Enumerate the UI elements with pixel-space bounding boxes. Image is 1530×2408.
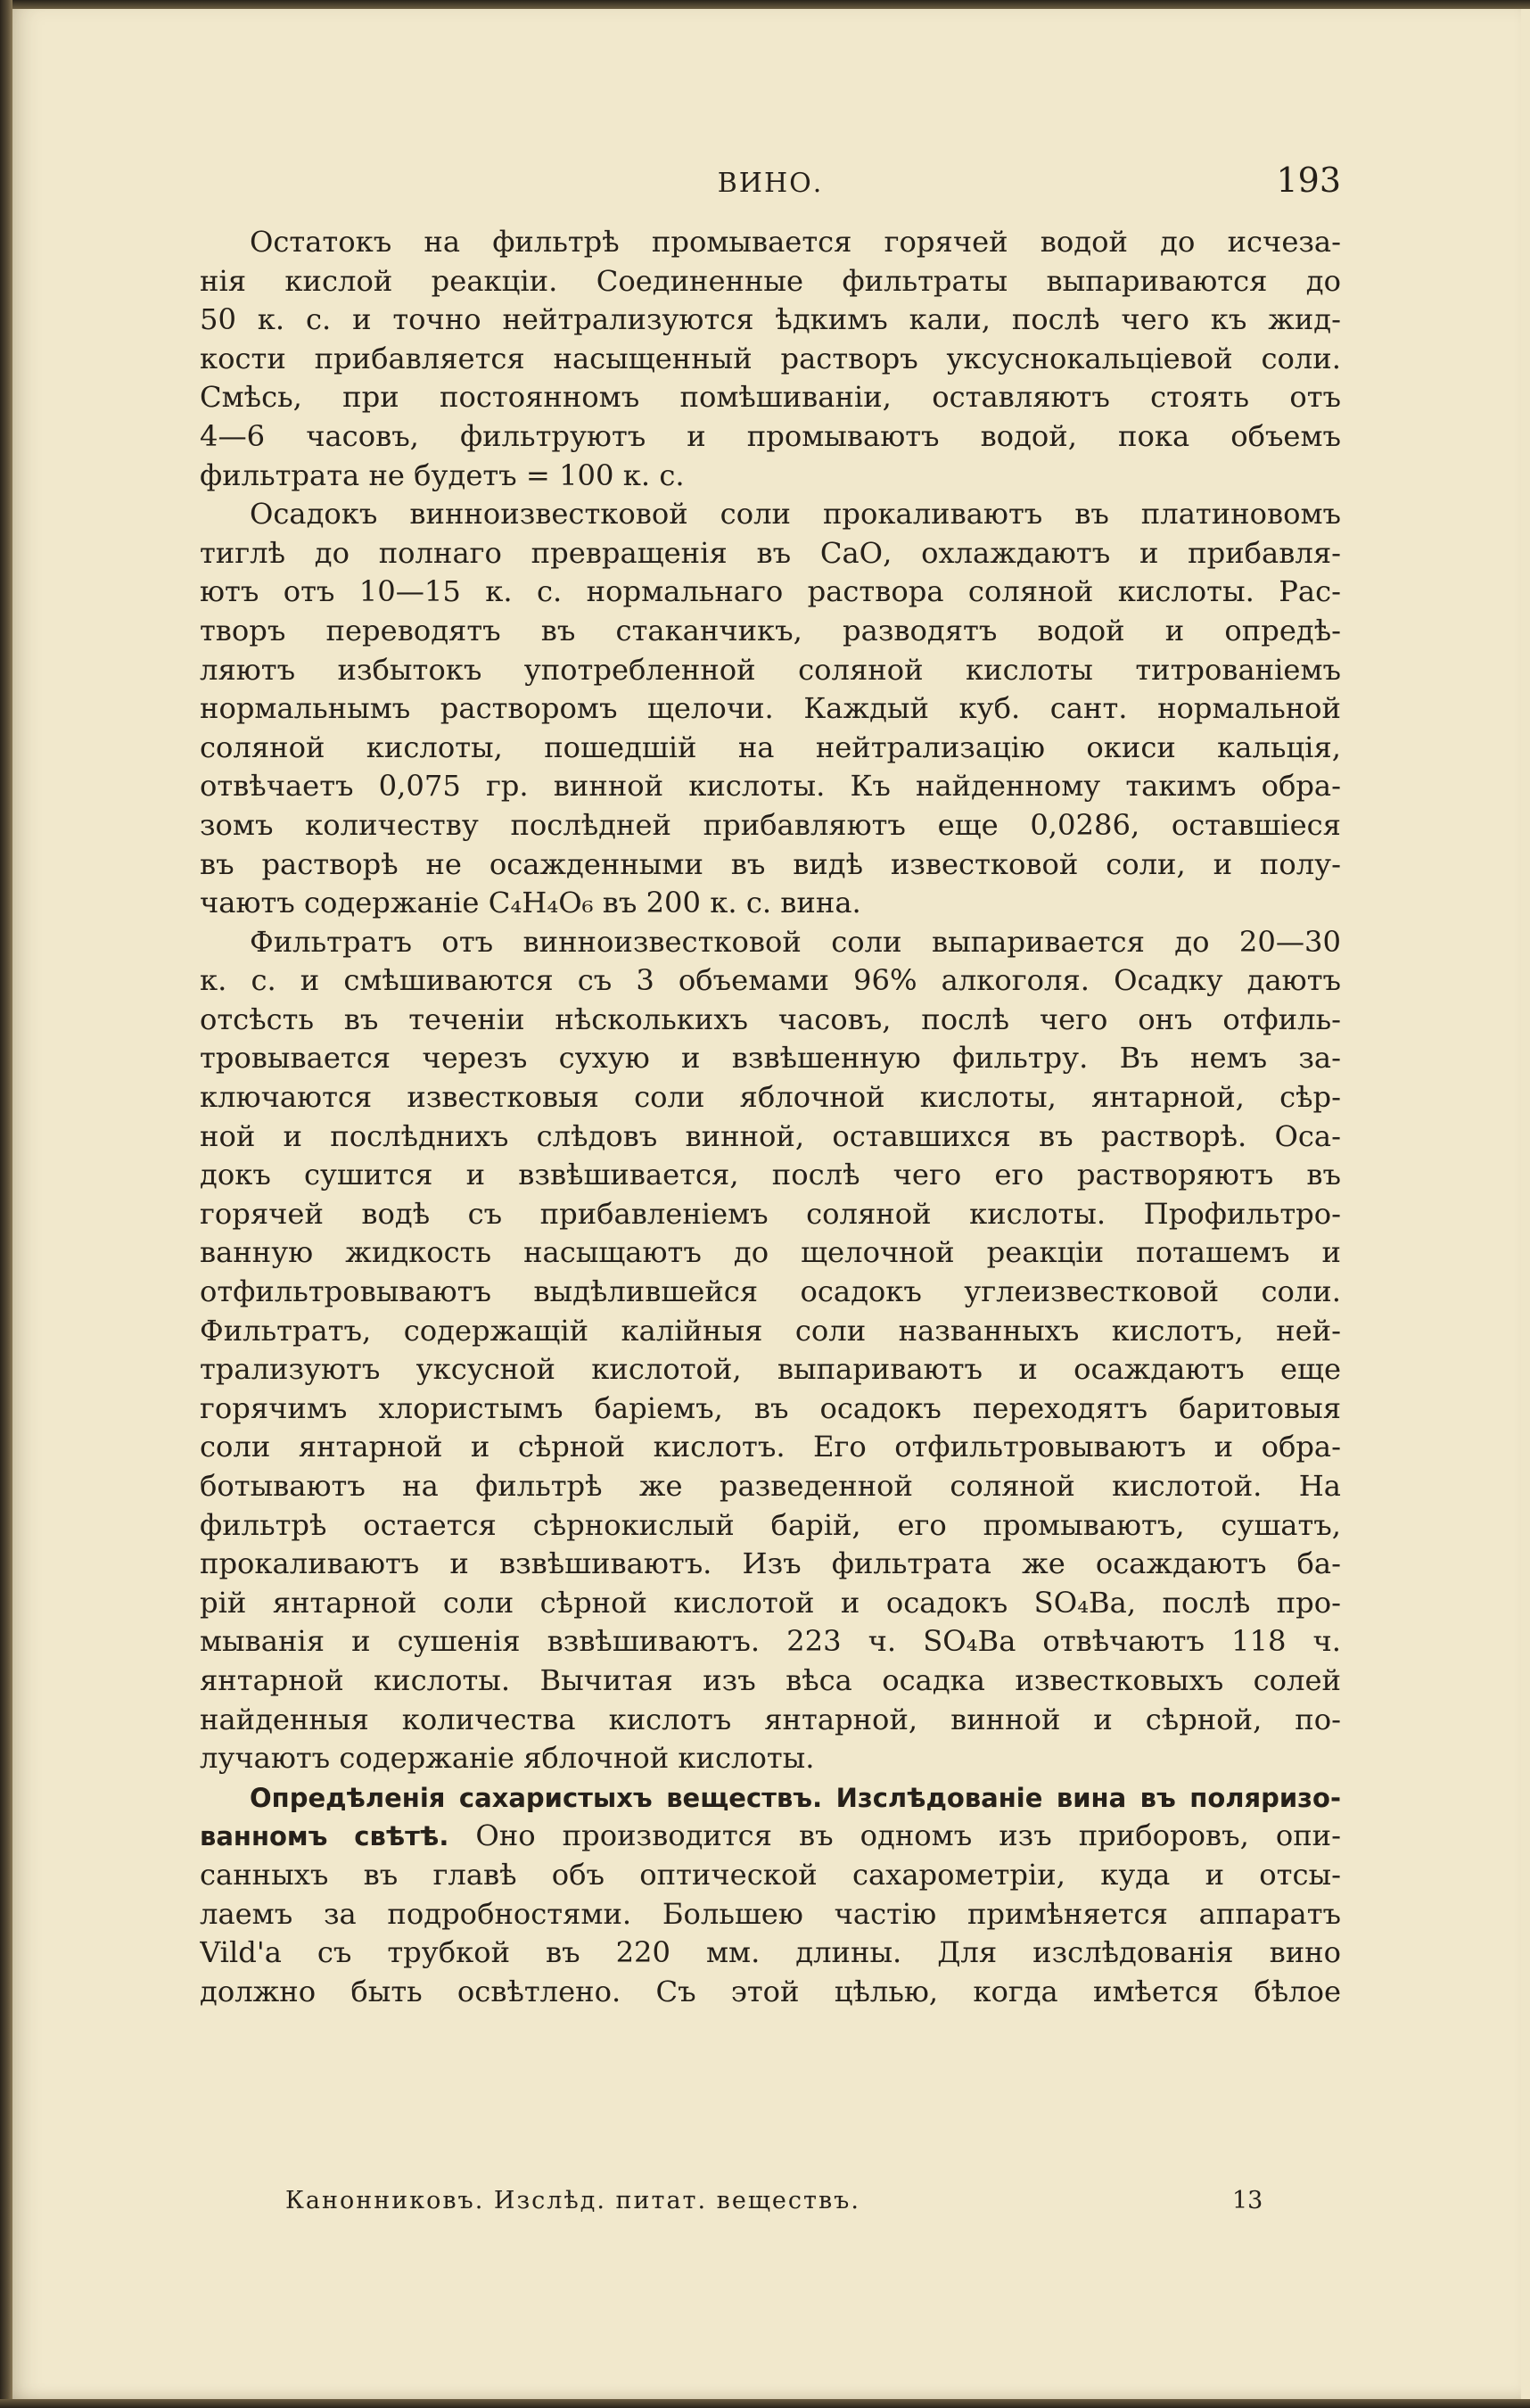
- text-line: фильтрата не будетъ = 100 к. с.: [200, 458, 685, 492]
- section-heading-bold-continued: ванномъ свѣтѣ.: [200, 1821, 449, 1852]
- text-line: рій янтарной соли сѣрной кислотой и осадокъ SO₄Ba, послѣ про-: [200, 1585, 1341, 1620]
- text-line: нія кислой реакціи. Соединенные фильтраты выпариваются до: [200, 263, 1341, 298]
- text-line: горячей водѣ съ прибавленіемъ соляной кислоты. Профильтро-: [200, 1196, 1341, 1231]
- text-line: лучаютъ содержаніе яблочной кислоты.: [200, 1741, 815, 1776]
- text-line: ляютъ избытокъ употребленной соляной кислоты титрованіемъ: [200, 652, 1341, 687]
- text-line: тровывается черезъ сухую и взвѣшенную фильтру. Въ немъ за-: [200, 1041, 1341, 1076]
- section-text-continued: Оно производится въ одномъ изъ приборовъ, опи-: [448, 1818, 1341, 1853]
- text-line: ванную жидкость насыщаютъ до щелочной реакціи поташемъ и: [200, 1235, 1341, 1270]
- text-line: соляной кислоты, пошедшій на нейтрализацію окиси кальція,: [200, 730, 1341, 764]
- text-line: кости прибавляется насыщенный растворъ уксуснокальціевой соли.: [200, 341, 1341, 375]
- section-heading-bold: Опредѣленія сахаристыхъ веществъ. Изслѣдованіе вина въ поляризо-: [250, 1782, 1341, 1813]
- section-determination-of-sugars: [200, 1778, 1341, 2012]
- paragraph: [200, 495, 1341, 923]
- text-line: ключаются известковыя соли яблочной кислоты, янтарной, сѣр-: [200, 1080, 1341, 1115]
- text-line: Фильтратъ отъ винноизвестковой соли выпаривается до 20—30: [250, 924, 1341, 959]
- text-line: отвѣчаетъ 0,075 гр. винной кислоты. Къ найденному такимъ обра-: [200, 769, 1341, 804]
- text-line: Фильтратъ, содержащій калійныя соли названныхъ кислотъ, ней-: [200, 1313, 1341, 1348]
- text-line: отсѣсть въ теченіи нѣсколькихъ часовъ, послѣ чего онъ отфиль-: [200, 1002, 1341, 1036]
- text-line: найденныя количества кислотъ янтарной, винной и сѣрной, по-: [200, 1702, 1341, 1736]
- text-line: ной и послѣднихъ слѣдовъ винной, оставшихся въ растворѣ. Оса-: [200, 1118, 1341, 1153]
- text-line: докъ сушится и взвѣшивается, послѣ чего его растворяютъ въ: [200, 1158, 1341, 1192]
- page-bottom-edge: [0, 2399, 1530, 2408]
- text-line: трализуютъ уксусной кислотой, выпариваютъ и осаждаютъ еще: [200, 1352, 1341, 1387]
- running-head-title: ВИНО.: [717, 168, 824, 199]
- section-heading-line: [200, 1817, 1341, 1856]
- text-line: прокаливаютъ и взвѣшиваютъ. Изъ фильтрата же осаждаютъ ба-: [200, 1546, 1341, 1581]
- text-line: зомъ количеству послѣдней прибавляютъ еще 0,0286, оставшіеся: [200, 807, 1341, 842]
- text-line: соли янтарной и сѣрной кислотъ. Его отфильтровываютъ и обра-: [200, 1430, 1341, 1464]
- text-line: янтарной кислоты. Вычитая изъ вѣса осадка известковыхъ солей: [200, 1662, 1341, 1697]
- page-top-edge: [0, 0, 1530, 9]
- paragraph: [200, 223, 1341, 495]
- text-line: мыванія и сушенія взвѣшиваютъ. 223 ч. SO₄Ba отвѣчаютъ 118 ч.: [200, 1624, 1341, 1659]
- text-line: отфильтровываютъ выдѣлившейся осадокъ углеизвестковой соли.: [200, 1274, 1341, 1309]
- text-line: 4—6 часовъ, фильтруютъ и промываютъ водой, пока объемъ: [200, 418, 1341, 453]
- text-line: Осадокъ винноизвестковой соли прокаливаютъ въ платиновомъ: [250, 497, 1341, 532]
- text-line: должно быть освѣтлено. Съ этой цѣлью, когда имѣется бѣлое: [200, 1974, 1341, 2008]
- text-line: тиглѣ до полнаго превращенія въ СаО, охлаждаютъ и прибавля-: [200, 535, 1341, 570]
- page-footer: [200, 2187, 1341, 2222]
- text-line: к. с. и смѣшиваются съ 3 объемами 96% алкоголя. Осадку даютъ: [200, 963, 1341, 998]
- text-line: санныхъ въ главѣ объ оптической сахарометріи, куда и отсы-: [200, 1857, 1341, 1892]
- text-line: ютъ отъ 10—15 к. с. нормальнаго раствора соляной кислоты. Рас-: [200, 574, 1341, 609]
- running-head: [200, 159, 1341, 203]
- text-line: горячимъ хлористымъ баріемъ, въ осадокъ переходятъ баритовыя: [200, 1390, 1341, 1425]
- footer-sheet-number: 13: [1232, 2187, 1263, 2214]
- text-line: чаютъ содержаніе С₄Н₄О₆ въ 200 к. с. вина.: [200, 886, 861, 920]
- paragraph-container: [200, 223, 1341, 1778]
- text-line: фильтрѣ остается сѣрнокислый барій, его промываютъ, сушатъ,: [200, 1507, 1341, 1542]
- text-line: лаемъ за подробностями. Большею частію примѣняется аппаратъ: [200, 1896, 1341, 1931]
- body-text: [200, 223, 1341, 2011]
- footer-signature: Канонниковъ. Изслѣд. питат. веществъ.: [285, 2187, 860, 2214]
- section-heading-line: [200, 1778, 1341, 1818]
- section-lines: [200, 1856, 1341, 2011]
- text-line: Остатокъ на фильтрѣ промывается горячей водой до исчеза-: [250, 225, 1341, 259]
- text-line: творъ переводятъ въ стаканчикъ, разводятъ водой и опредѣ-: [200, 613, 1341, 647]
- text-line: ботываютъ на фильтрѣ же разведенной соляной кислотой. На: [200, 1469, 1341, 1503]
- text-line: 50 к. с. и точно нейтрализуются ѣдкимъ кали, послѣ чего къ жид-: [200, 302, 1341, 337]
- text-line: Смѣсь, при постоянномъ помѣшиваніи, оставляютъ стоять отъ: [200, 380, 1341, 415]
- text-line: Vild'а съ трубкой въ 220 мм. длины. Для изслѣдованія вино: [200, 1935, 1341, 1970]
- book-gutter: [0, 0, 12, 2408]
- page-number: 193: [1276, 161, 1341, 200]
- paragraph: [200, 923, 1341, 1778]
- text-line: нормальнымъ растворомъ щелочи. Каждый куб. сант. нормальной: [200, 691, 1341, 726]
- text-line: въ растворѣ не осажденными въ видѣ известковой соли, и полу-: [200, 846, 1341, 881]
